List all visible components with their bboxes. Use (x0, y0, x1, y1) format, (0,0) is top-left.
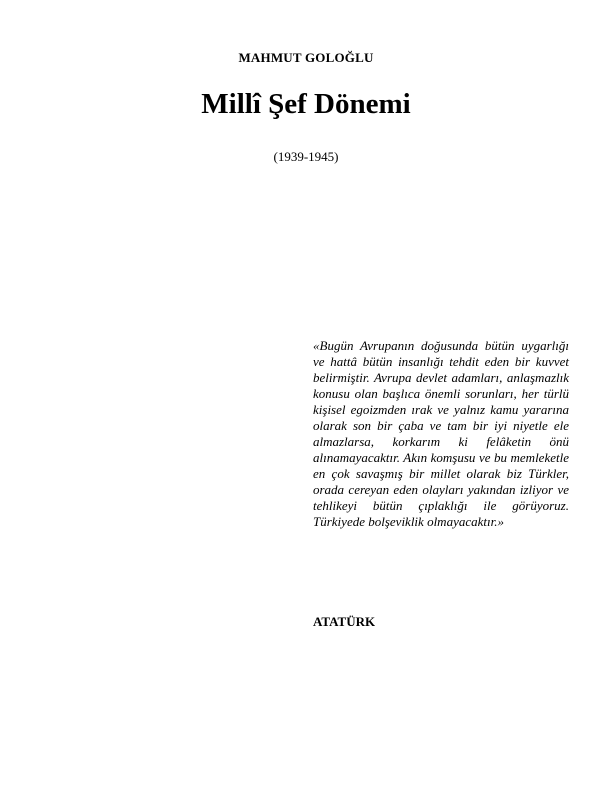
epigraph-attribution: ATATÜRK (313, 614, 376, 629)
book-title: Millî Şef Dönemi (201, 88, 411, 120)
author-name: MAHMUT GOLOĞLU (238, 50, 374, 65)
book-years: (1939-1945) (273, 149, 339, 164)
epigraph-quote: «Bugün Avrupanın doğusunda bütün uygarlığı ve hattâ bütün insanlığı tehdit eden bir kuvvet belirmiştir. Avrupa devlet adamları, anlaşmazlık konusu olan başlıca önemli sorunları, her türlü kişisel egoizmden ırak ve yalnız kamu yararına olarak son bir çaba ve tam bir iyi niyetle ele almazlarsa, korkarım ki felâketin önü alınamayacaktır. Akın komşusu ve bu memleketle en çok savaşmış bir millet olarak biz Türkler, orada cereyan eden olayları yakından izliyor ve tehlikeyi bütün çıplaklığı ile görüyoruz. Türkiyede bolşeviklik olmayacaktır.» (313, 338, 569, 529)
